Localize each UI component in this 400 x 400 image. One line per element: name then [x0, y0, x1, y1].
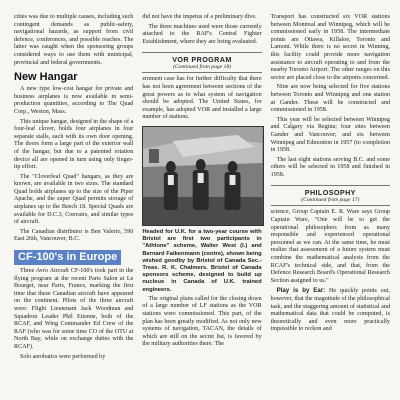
new-hangar-paragraph: A new type low-cost hangar for private and business airplanes is now available in semi-production quantities, according to The Quad Corp., Weston, Mass. [14, 86, 134, 115]
aircraft-photo-image [143, 127, 262, 225]
middle-top-paragraph-2: The three machines used were those currently attached to the RAF's Central Fighter Establishment, where they are being evaluated. [142, 23, 262, 45]
philosophy-paragraph: science, Group Captain E. R. Ware says Group Captain Ware, "One will be to get the operational philosophers from as many responsible and experienced operational personnel as we can. At the same time, he must realize that assessment of a future system must combine the mathematical analysis from the RCAF's technical side, and that, from the Defence Research Board's Operational Research Section assigned to us." [270, 209, 390, 284]
vor-program-box [142, 52, 261, 73]
cf100-paragraph: Solo aerobatics were performed by [20, 353, 106, 360]
intro-paragraph: cities was due to multiple causes, including such contingent demands as public-safety, navigational hazards, as support from civil defence, conferences, and possible reaches. The latter was caught when the sponsoring groups considered ways to use them with municipal, provincial and federal governments. [14, 14, 134, 66]
right-top-paragraph: Transport has constructed six VOR stations between Montreal and Winnipeg, which will be commissioned early in 1958. The intermediate points are Ottawa, Killaloe, Toronto and Lamont. While there is no secret in Winning, this facility could provide more navigation assistance to aircraft operating to and from the nearby Toronto Airport. The other ranges on this sector are placed close to the airports concerned. [270, 14, 390, 81]
photo-caption: Headed for U.K. for a two-year course with Bristol are first two participants in "Athlone" scheme, Walter West (l.) and Bernard Falkenmann (centre), shown being wished goodby by Bristol of Canada Sec.-Treas. R. K. Chalmers. Bristol of Canada sponsors scheme, designed to build up nucleus in Canada of U.K. trained engineers. [142, 228, 262, 293]
vor-program-title: VOR PROGRAM [172, 55, 232, 65]
right-paragraph: Nine are now being selected for five stations between Toronto and Winnipeg and one station at Gander. These will be constructed and commissioned in 1958. [270, 84, 390, 114]
column-right [271, 14, 390, 400]
cf100-heading: CF-100's in Europe [14, 250, 121, 265]
vor-paragraph: ernment case has for further difficulty that there has not been agreement between sections of the great powers as to what system of navigation should be adopted. The United States, for example, has adopted VOR and installed a large number of stations. [142, 76, 262, 121]
right-paragraph: This year will be selected between Winnipeg and Calgary via Regina; four sites between Gander and Vancouver; and six between Winnipeg and Edmonton in 1957 (to completion in 1958. [270, 116, 390, 154]
column-left [14, 14, 133, 400]
philosophy-subtitle: (Continued from page 17) [301, 197, 360, 204]
column-middle [142, 14, 261, 400]
right-paragraph: The last eight stations serving B.C. and some others will be selected in 1958 and finished in 1958. [270, 156, 390, 178]
philosophy-title: PHILOSOPHY [304, 188, 356, 198]
middle-top-paragraph: did not have the impetus of a preliminary dive. [142, 14, 257, 20]
middle-bottom-paragraph: The original plans called for the closing down of a large number of LF stations as the VOR stations were commissioned. This part, of the plan has been greatly modified. As not only new systems of navigation, TACAN, the details of which are still on the secret list, is favored by the military authorities there. The [142, 295, 262, 348]
vor-program-subtitle: (Continued from page 18) [172, 64, 232, 71]
aircraft-photo [142, 126, 263, 226]
play-by-ear-text: He quickly points out, however, that the magnitude of the philosophical task, and the staggering amount of statistical and mathematical data that could be computed, is theoretically and even more practically impossible to reckon and [270, 288, 390, 333]
play-by-ear-paragraph [271, 287, 390, 334]
new-hangar-paragraph: The "Cloverleaf Quad" hangars, as they are known, are available in two sizes. The standard Quad holds airplanes up to the size of the Piper Apache, and the super Quad permits storage of airplanes up to the Beech 18. Special Quads are available for D.C.3, Convairs, and similar types of aircraft. [14, 173, 134, 226]
philosophy-box [271, 185, 390, 206]
new-hangar-heading: New Hangar [14, 71, 78, 84]
cf100-paragraph: Three Avro Aircraft CF-100's took part in the flying program at the recent Paris Salon at Le Bourget, near Paris, France, marking the first time that these Canadian aircraft have appeared on the continent. Pilots of the three aircraft were: Flight Lieutenant Jack Woodman and Squadron Leader Phil Etienne, both of the RCAF, and Wing Commander Ed Crew of the RAF (who was for some time CO of the OTU at North Bay, while on exchange duties with the RCAF). [14, 268, 134, 350]
play-by-ear-kicker: Play is by Ear: [276, 287, 326, 295]
new-hangar-paragraph: This unique hangar, designed in the shape of a four-leaf clover, holds four airplanes in four separate stalls, each with its own door opening. The doors form a large part of the exterior wall of the hangar, but due to a patented rotation device all are opened in turn using only finger-tip effort. [14, 118, 134, 171]
new-hangar-paragraph: The Canadian distributor is Ben Valerio, 590 East 26th, Vancouver, B.C. [14, 228, 134, 243]
